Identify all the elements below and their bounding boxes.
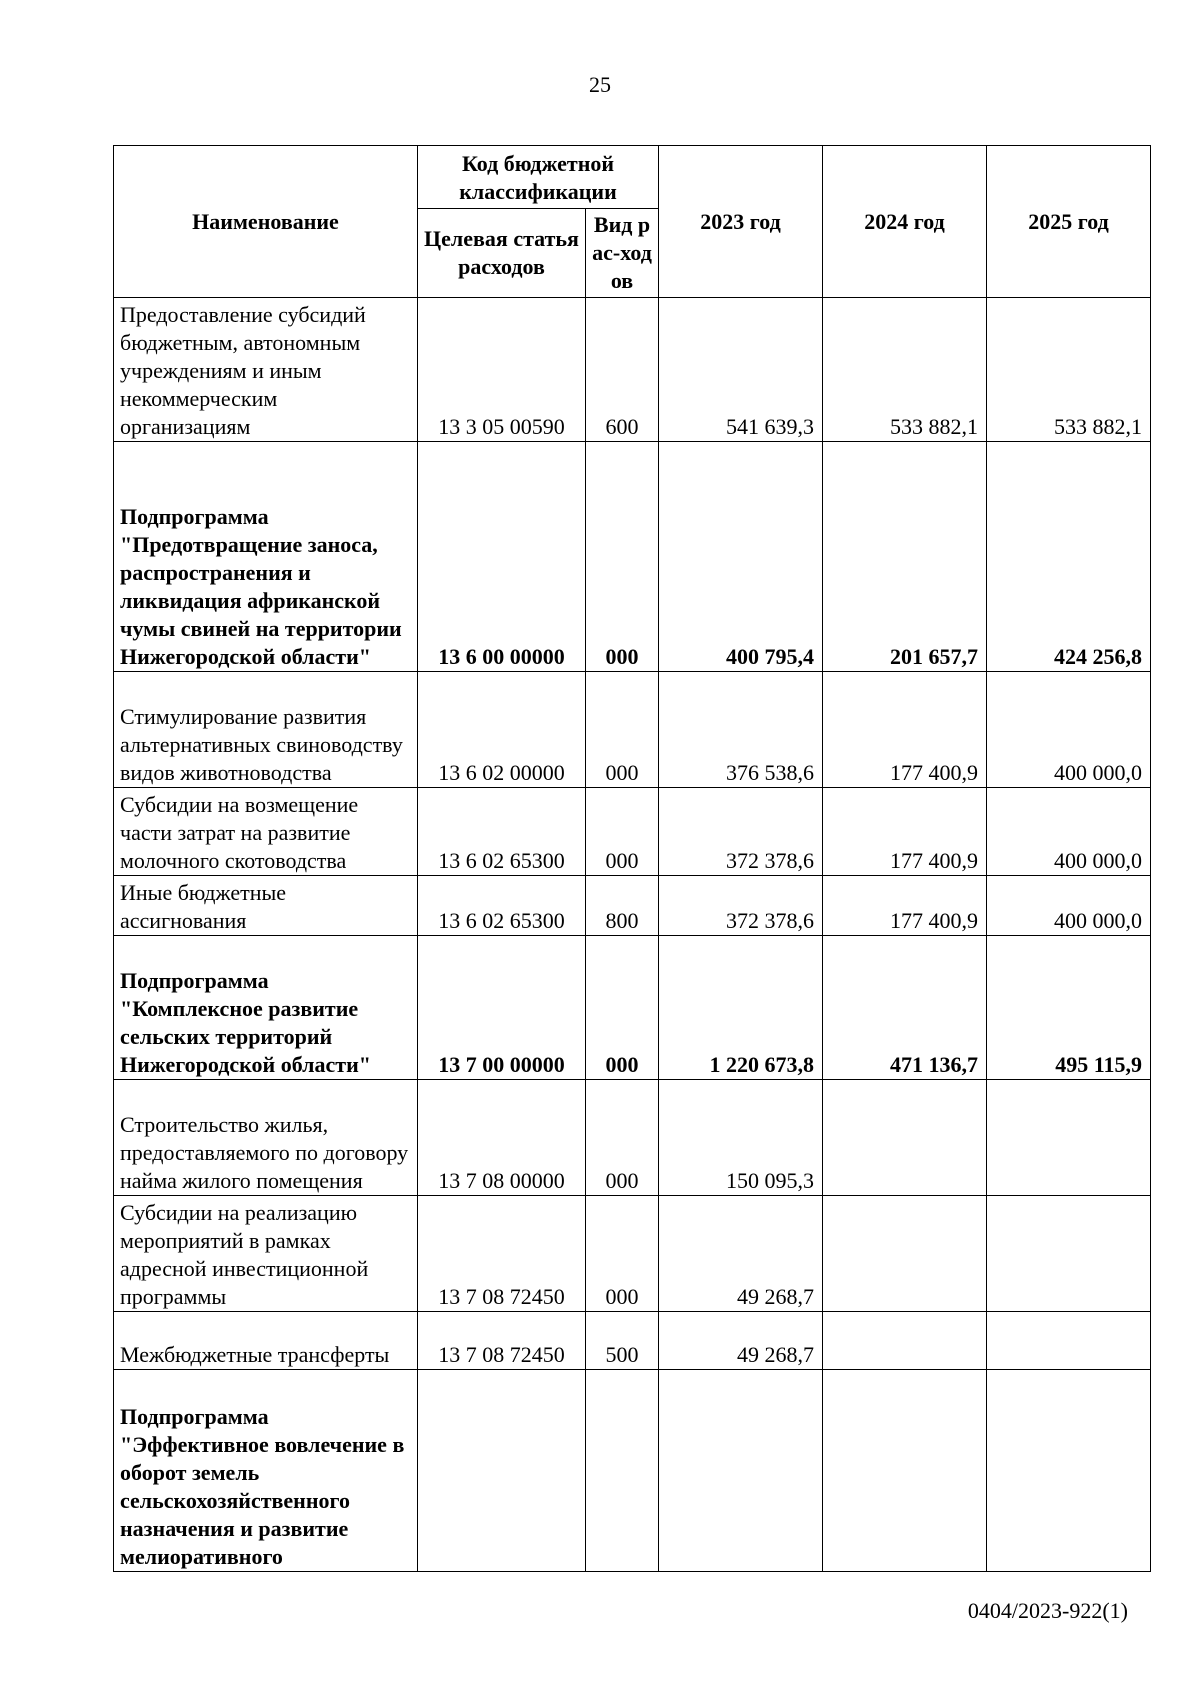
row-value-2024: 471 136,7 — [823, 936, 987, 1080]
row-value-2024: 177 400,9 — [823, 788, 987, 876]
row-value-2023: 400 795,4 — [659, 442, 823, 672]
header-2024: 2024 год — [823, 146, 987, 298]
row-target-item: 13 7 08 72450 — [418, 1312, 586, 1370]
row-name: Стимулирование развития альтернативных свиноводству видов животноводства — [114, 672, 418, 788]
row-expense-kind: 000 — [586, 1196, 659, 1312]
table-row — [114, 1080, 1151, 1196]
row-target-item: 13 6 00 00000 — [418, 442, 586, 672]
table-row — [114, 876, 1151, 936]
row-value-2025: 400 000,0 — [987, 876, 1151, 936]
row-target-item: 13 6 02 00000 — [418, 672, 586, 788]
row-expense-kind: 000 — [586, 672, 659, 788]
row-expense-kind: 600 — [586, 298, 659, 442]
row-value-2025: 400 000,0 — [987, 672, 1151, 788]
row-value-2024 — [823, 1080, 987, 1196]
row-value-2023 — [659, 1370, 823, 1572]
row-value-2024: 177 400,9 — [823, 876, 987, 936]
table-row — [114, 788, 1151, 876]
header-2023: 2023 год — [659, 146, 823, 298]
row-name: Субсидии на возмещение части затрат на развитие молочного скотоводства — [114, 788, 418, 876]
page-number: 25 — [589, 72, 611, 97]
row-value-2025: 533 882,1 — [987, 298, 1151, 442]
row-name: Строительство жилья, предоставляемого по договору найма жилого помещения — [114, 1080, 418, 1196]
row-expense-kind: 000 — [586, 936, 659, 1080]
row-value-2024: 533 882,1 — [823, 298, 987, 442]
row-value-2025: 400 000,0 — [987, 788, 1151, 876]
row-value-2025 — [987, 1312, 1151, 1370]
budget-table — [113, 145, 1151, 1572]
row-value-2024: 177 400,9 — [823, 672, 987, 788]
table-row-subprogram — [114, 1370, 1151, 1572]
row-name: Подпрограмма "Комплексное развитие сельских территорий Нижегородской области" — [114, 936, 418, 1080]
row-value-2025 — [987, 1196, 1151, 1312]
row-expense-kind: 000 — [586, 788, 659, 876]
row-expense-kind: 800 — [586, 876, 659, 936]
row-value-2023: 376 538,6 — [659, 672, 823, 788]
row-name: Субсидии на реализацию мероприятий в рамках адресной инвестиционной программы — [114, 1196, 418, 1312]
table-row-subprogram — [114, 442, 1151, 672]
row-value-2024 — [823, 1196, 987, 1312]
row-expense-kind: 500 — [586, 1312, 659, 1370]
row-value-2023: 49 268,7 — [659, 1312, 823, 1370]
row-value-2023: 372 378,6 — [659, 788, 823, 876]
row-value-2023: 372 378,6 — [659, 876, 823, 936]
row-name: Подпрограмма "Эффективное вовлечение в оборот земель сельскохозяйственного назначения и развитие мелиоративного — [114, 1370, 418, 1572]
row-target-item: 13 7 00 00000 — [418, 936, 586, 1080]
document-id: 0404/2023-922(1) — [967, 1598, 1128, 1623]
row-value-2023: 150 095,3 — [659, 1080, 823, 1196]
row-name: Межбюджетные трансферты — [114, 1312, 418, 1370]
row-target-item: 13 6 02 65300 — [418, 876, 586, 936]
table-row — [114, 1312, 1151, 1370]
row-value-2025 — [987, 1370, 1151, 1572]
row-value-2024: 201 657,7 — [823, 442, 987, 672]
row-value-2023: 1 220 673,8 — [659, 936, 823, 1080]
row-target-item — [418, 1370, 586, 1572]
row-target-item: 13 3 05 00590 — [418, 298, 586, 442]
table-row — [114, 672, 1151, 788]
row-value-2025 — [987, 1080, 1151, 1196]
table-row — [114, 298, 1151, 442]
row-expense-kind: 000 — [586, 442, 659, 672]
row-value-2023: 49 268,7 — [659, 1196, 823, 1312]
table-row-subprogram — [114, 936, 1151, 1080]
header-expense-kind: Вид рас-ходов — [586, 209, 659, 298]
row-name: Предоставление субсидий бюджетным, автономным учреждениям и иным некоммерческим организациям — [114, 298, 418, 442]
row-expense-kind: 000 — [586, 1080, 659, 1196]
row-value-2025: 424 256,8 — [987, 442, 1151, 672]
row-value-2023: 541 639,3 — [659, 298, 823, 442]
row-value-2025: 495 115,9 — [987, 936, 1151, 1080]
header-target-item: Целевая статья расходов — [418, 209, 586, 298]
row-expense-kind — [586, 1370, 659, 1572]
row-target-item: 13 7 08 72450 — [418, 1196, 586, 1312]
row-target-item: 13 7 08 00000 — [418, 1080, 586, 1196]
row-value-2024 — [823, 1370, 987, 1572]
header-budget-code: Код бюджетной классификации — [418, 146, 659, 209]
table-row — [114, 1196, 1151, 1312]
row-target-item: 13 6 02 65300 — [418, 788, 586, 876]
row-name: Иные бюджетные ассигнования — [114, 876, 418, 936]
row-value-2024 — [823, 1312, 987, 1370]
row-name: Подпрограмма "Предотвращение заноса, распространения и ликвидация африканской чумы свиней на территории Нижегородской области" — [114, 442, 418, 672]
header-2025: 2025 год — [987, 146, 1151, 298]
header-name: Наименование — [114, 146, 418, 298]
